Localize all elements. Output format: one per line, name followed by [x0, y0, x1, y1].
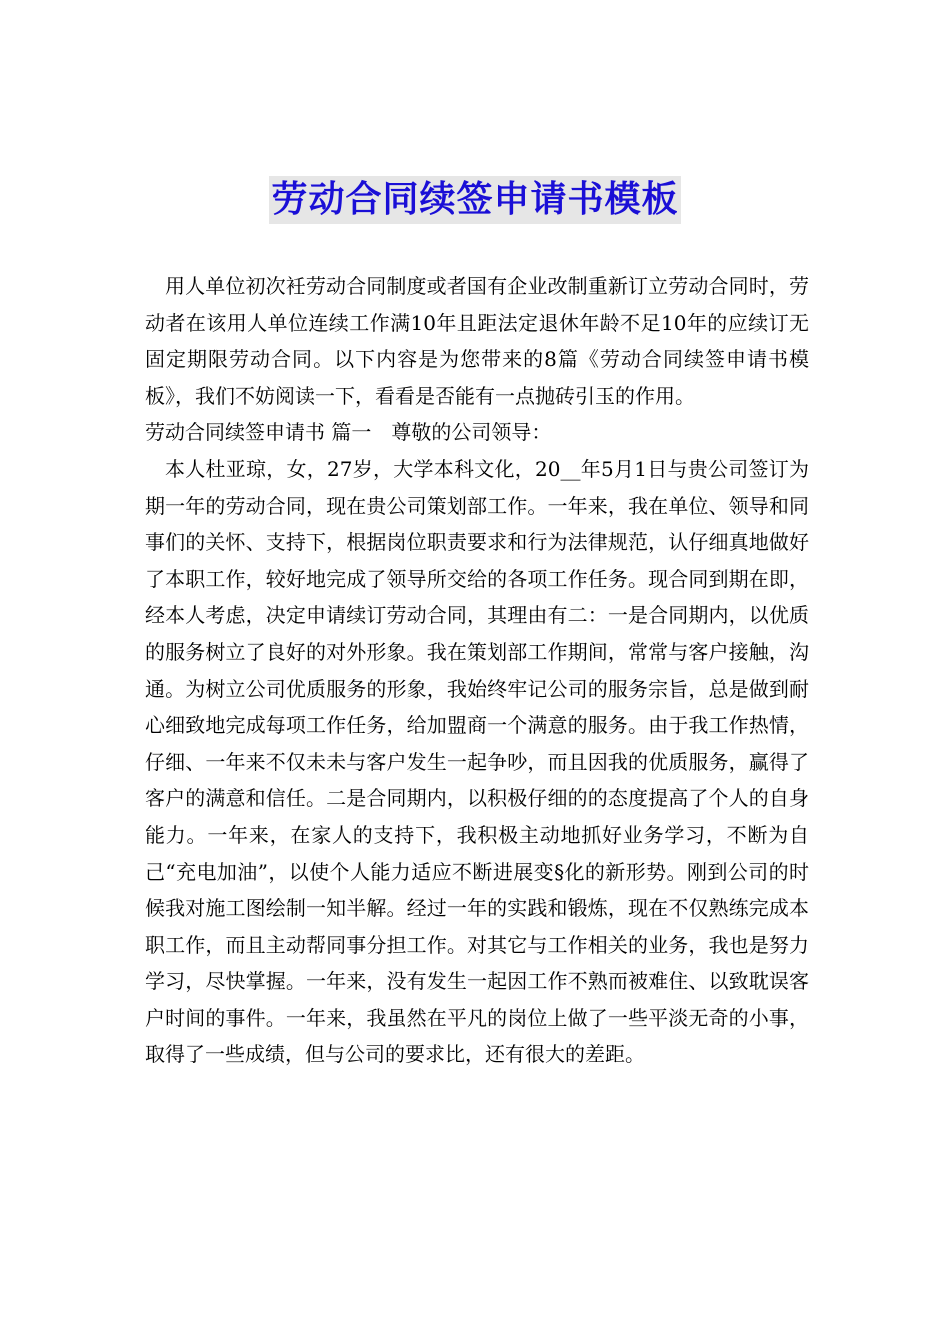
title-block [0, 176, 950, 224]
section-heading-paragraph: 劳动合同续签申请书 篇一 尊敬的公司领导： [145, 420, 552, 445]
document-title: 劳动合同续签申请书模板 [269, 176, 680, 224]
letter-body-paragraph: 本人杜亚琼，女，27岁，大学本科文化，20__年5月1日与贵公司签订为期一年的劳动合同，现在贵公司策划部工作。一年来，我在单位、领导和同事们的关怀、支持下，根据岗位职责要求和行为法律规范，认仔细真地做好了本职工作，较好地完成了领导所交给的各项工作任务。现合同到期在即，经本人考虑，决定申请续订劳动合同，其理由有二：一是合同期内，以优质的服务树立了良好的对外形象。我在策划部工作期间，常常与客户接触，沟通。为树立公司优质服务的形象，我始终牢记公司的服务宗旨，总是做到耐心细致地完成每项工作任务，给加盟商一个满意的服务。由于我工作热情，仔细、一年来不仅未未与客户发生一起争吵，而且因我的优质服务，赢得了客户的满意和信任。二是合同期内，以积极仔细的的态度提高了个人的自身能力。一年来，在家人的支持下，我积极主动地抓好业务学习，不断为自己“充电加油”，以使个人能力适应不断进展变§化的新形势。刚到公司的时候我对施工图绘制一知半解。经过一年的实践和锻炼，现在不仅熟练完成本职工作，而且主动帮同事分担工作。对其它与工作相关的业务，我也是努力学习，尽快掌握。一年来，没有发生一起因工作不熟而被难住、以致耽误客户时间的事件。一年来，我虽然在平凡的岗位上做了一些平淡无奇的小事，取得了一些成绩，但与公司的要求比，还有很大的差距。 [145, 456, 809, 1067]
intro-paragraph: 用人单位初次衽劳动合同制度或者国有企业改制重新订立劳动合同时，劳动者在该用人单位连续工作满10年且距法定退休年龄不足10年的应续订无固定期限劳动合同。以下内容是为您带来的8篇《劳动合同续签申请书模板》，我们不妨阅读一下，看看是否能有一点抛砖引玉的作用。 [145, 274, 809, 408]
document-body [145, 268, 809, 1073]
